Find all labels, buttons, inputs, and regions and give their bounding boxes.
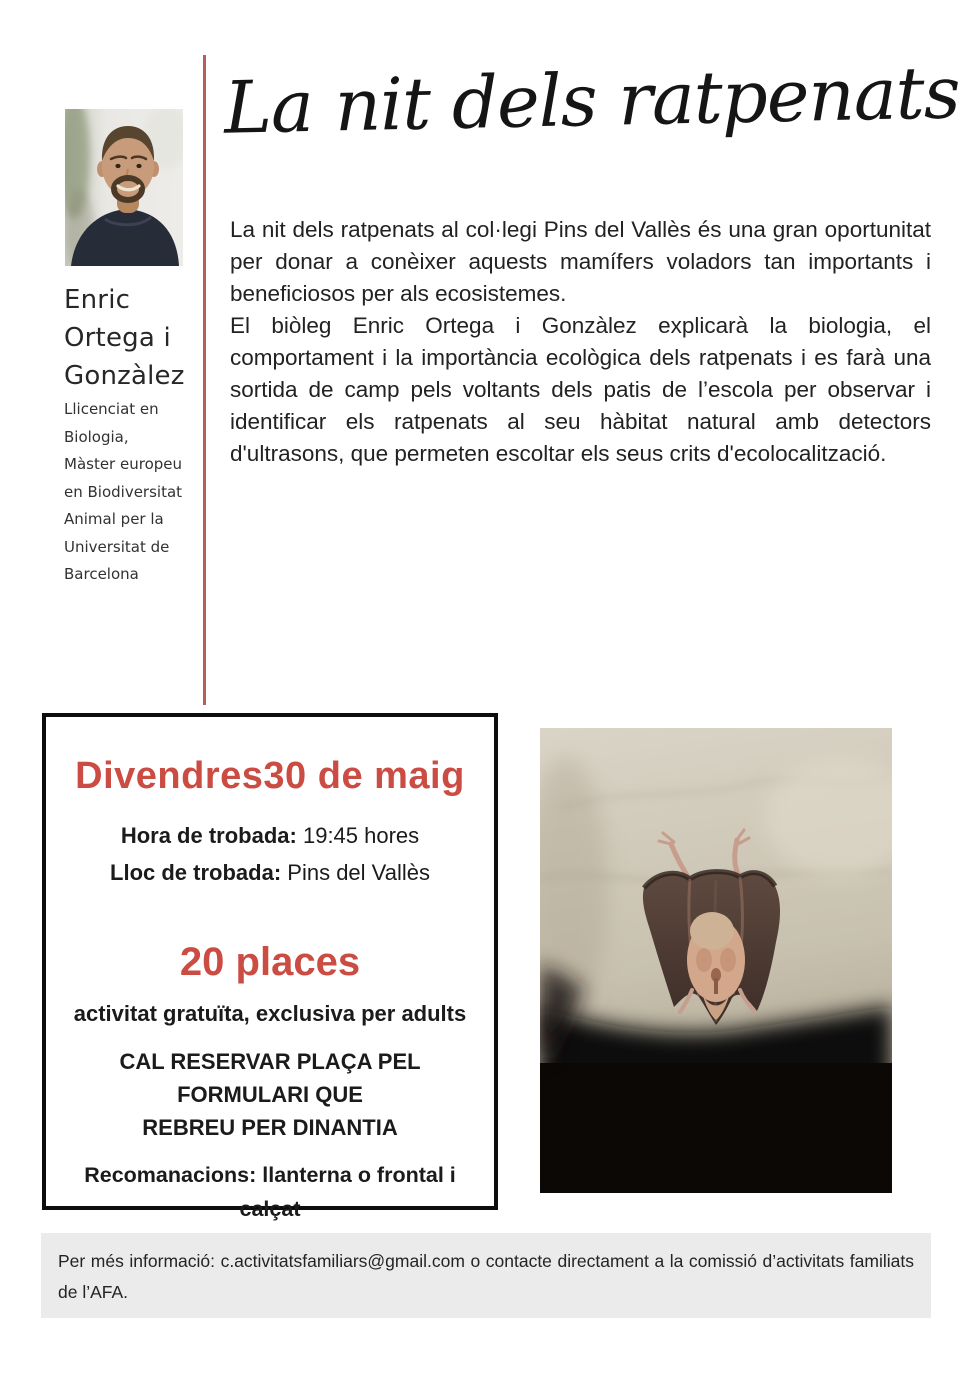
event-date: Divendres30 de maig bbox=[75, 755, 465, 797]
meeting-time-value: 19:45 hores bbox=[302, 823, 420, 848]
speaker-name: Enric Ortega i Gonzàlez bbox=[64, 285, 185, 391]
places-count: 20 places bbox=[179, 940, 361, 984]
vertical-divider bbox=[203, 55, 206, 705]
speaker-photo bbox=[65, 109, 183, 266]
reservation-note-line-1: CAL RESERVAR PLAÇA PEL FORMULARI QUE bbox=[119, 1049, 421, 1107]
footer-info bbox=[41, 1233, 931, 1318]
meeting-time-label: Hora de trobada: bbox=[120, 823, 297, 848]
meeting-time bbox=[46, 823, 494, 849]
footer-text-prefix: Per més informació: bbox=[58, 1251, 215, 1271]
meeting-place bbox=[46, 860, 494, 886]
intro-text bbox=[230, 214, 931, 470]
free-activity-note: activitat gratuïta, exclusiva per adults bbox=[73, 1001, 467, 1026]
reservation-note bbox=[46, 1045, 494, 1144]
intro-paragraph-2: El biòleg Enric Ortega i Gonzàlez explicarà la biologia, el comportament i la importància ecològica dels ratpenats i es farà una sortida de camp pels voltants dels patis de l’escola per observar i identificar els ratpenats al seu hàbitat natural amb detectors d'ultrasons, que permeten escoltar els seus crits d'ecolocalització. bbox=[230, 313, 931, 466]
meeting-place-value: Pins del Vallès bbox=[287, 860, 430, 885]
intro-paragraph-1: La nit dels ratpenats al col·legi Pins del Vallès és una gran oportunitat per donar a conèixer aquests mamífers voladors tan importants i beneficiosos per als ecosistemes. bbox=[230, 217, 931, 306]
recommendations-line-1: Recomanacions: llanterna o frontal i calçat bbox=[84, 1163, 456, 1221]
footer-text-suffix: o contacte directament a la comissió d’activitats familiats de l’AFA. bbox=[58, 1251, 914, 1302]
footer-email: c.activitatsfamiliars@gmail.com bbox=[220, 1251, 465, 1271]
meeting-place-label: Lloc de trobada: bbox=[110, 860, 282, 885]
page-title: La nit dels ratpenats bbox=[223, 50, 961, 150]
event-details-box bbox=[42, 713, 498, 1221]
reservation-note-line-2: REBREU PER DINANTIA bbox=[142, 1115, 398, 1140]
speaker-credentials: Llicenciat en Biologia, Màster europeu en Biodiversitat Animal per la Universitat de Barcelona bbox=[64, 400, 183, 583]
bat-photo bbox=[540, 728, 892, 1193]
